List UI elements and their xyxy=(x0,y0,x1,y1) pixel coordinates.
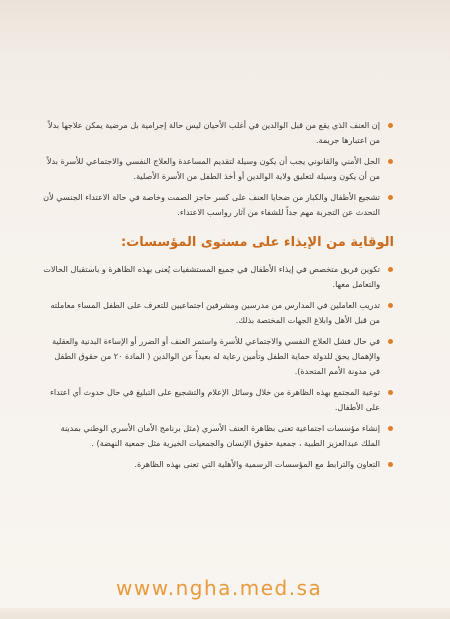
list-item xyxy=(42,118,394,148)
list-item-text: إن العنف الذي يقع من قبل الوالدين في أغلب الأحيان ليس حالة إجرامية بل مرضية يمكن علاجها بدلاً من اعتبارها جريمة. xyxy=(48,120,380,145)
list-item xyxy=(42,298,394,328)
list-item-text: الحل الأمني والقانوني يجب أن يكون وسيلة لتقديم المساعدة والعلاج النفسي والاجتماعي للأسرة بدلاً من أن يكون وسيلة لتعليق ولاية الوالدين أو أخذ الطفل من الأسرة الأصلية. xyxy=(46,156,380,181)
bullet-icon xyxy=(388,339,393,344)
bullet-icon xyxy=(388,426,393,431)
page-content xyxy=(42,118,394,478)
list-item-text: تدريب العاملين في المدارس من مدرسين ومشرفين اجتماعيين للتعرف على الطفل المساء معاملته من قبل الأهل وابلاغ الجهات المختصة بذلك. xyxy=(50,300,380,325)
section-title: الوقاية من الإيذاء على مستوى المؤسسات: xyxy=(121,235,394,250)
institutions-list xyxy=(42,262,394,472)
header-band xyxy=(0,0,450,60)
list-item-text: توعية المجتمع بهذه الظاهرة من خلال وسائل الإعلام والتشجيع على التبليغ في حال حدوث أي اعتداء على الأطفال. xyxy=(50,387,380,412)
list-item-text: التعاون والترابط مع المؤسسات الرسمية والأهلية التي تعنى بهذه الظاهرة. xyxy=(134,459,380,469)
list-item xyxy=(42,421,394,451)
bullet-icon xyxy=(388,159,393,164)
bullet-icon xyxy=(388,390,393,395)
intro-list xyxy=(42,118,394,220)
list-item-text: تكوين فريق متخصص في إيذاء الأطفال في جميع المستشفيات يُعنى بهذه الظاهرة و باستقبال الحالات والتعامل معها. xyxy=(43,264,380,289)
bullet-icon xyxy=(388,462,393,467)
list-item xyxy=(42,457,394,472)
list-item xyxy=(42,154,394,184)
list-item xyxy=(42,262,394,292)
list-item-text: في حال فشل العلاج النفسي والاجتماعي للأسرة واستمر العنف أو الضرر أو الإساءة البدنية والعقلية والإهمال يحق للدولة حماية الطفل وتأمين رعاية له بعيداً عن الوالدين ( المادة ٢٠ من حقوق الطفل في مدونة الأمم المتحدة). xyxy=(52,336,380,376)
list-item xyxy=(42,385,394,415)
list-item xyxy=(42,334,394,379)
website-url[interactable]: www.ngha.med.sa xyxy=(116,576,323,600)
bullet-icon xyxy=(388,267,393,272)
list-item-text: إنشاء مؤسسات اجتماعية تعنى بظاهرة العنف الأسري (مثل برنامج الأمان الأسري الوطني بمدينة الملك عبدالعزيز الطبية ، جمعية حقوق الإنسان والجمعيات الخيرية مثل جمعية النهضة) . xyxy=(60,423,380,448)
bullet-icon xyxy=(388,195,393,200)
footer-band xyxy=(0,608,450,619)
list-item xyxy=(42,190,394,220)
bullet-icon xyxy=(388,123,393,128)
list-item-text: تشجيع الأطفال والكبار من ضحايا العنف على كسر حاجز الصمت وخاصة في حالة الاعتداء الجنسي لأن التحدث عن التجربة مهم جداً للشفاء من آثار رواسب الاعتداء. xyxy=(43,192,380,217)
bullet-icon xyxy=(388,303,393,308)
